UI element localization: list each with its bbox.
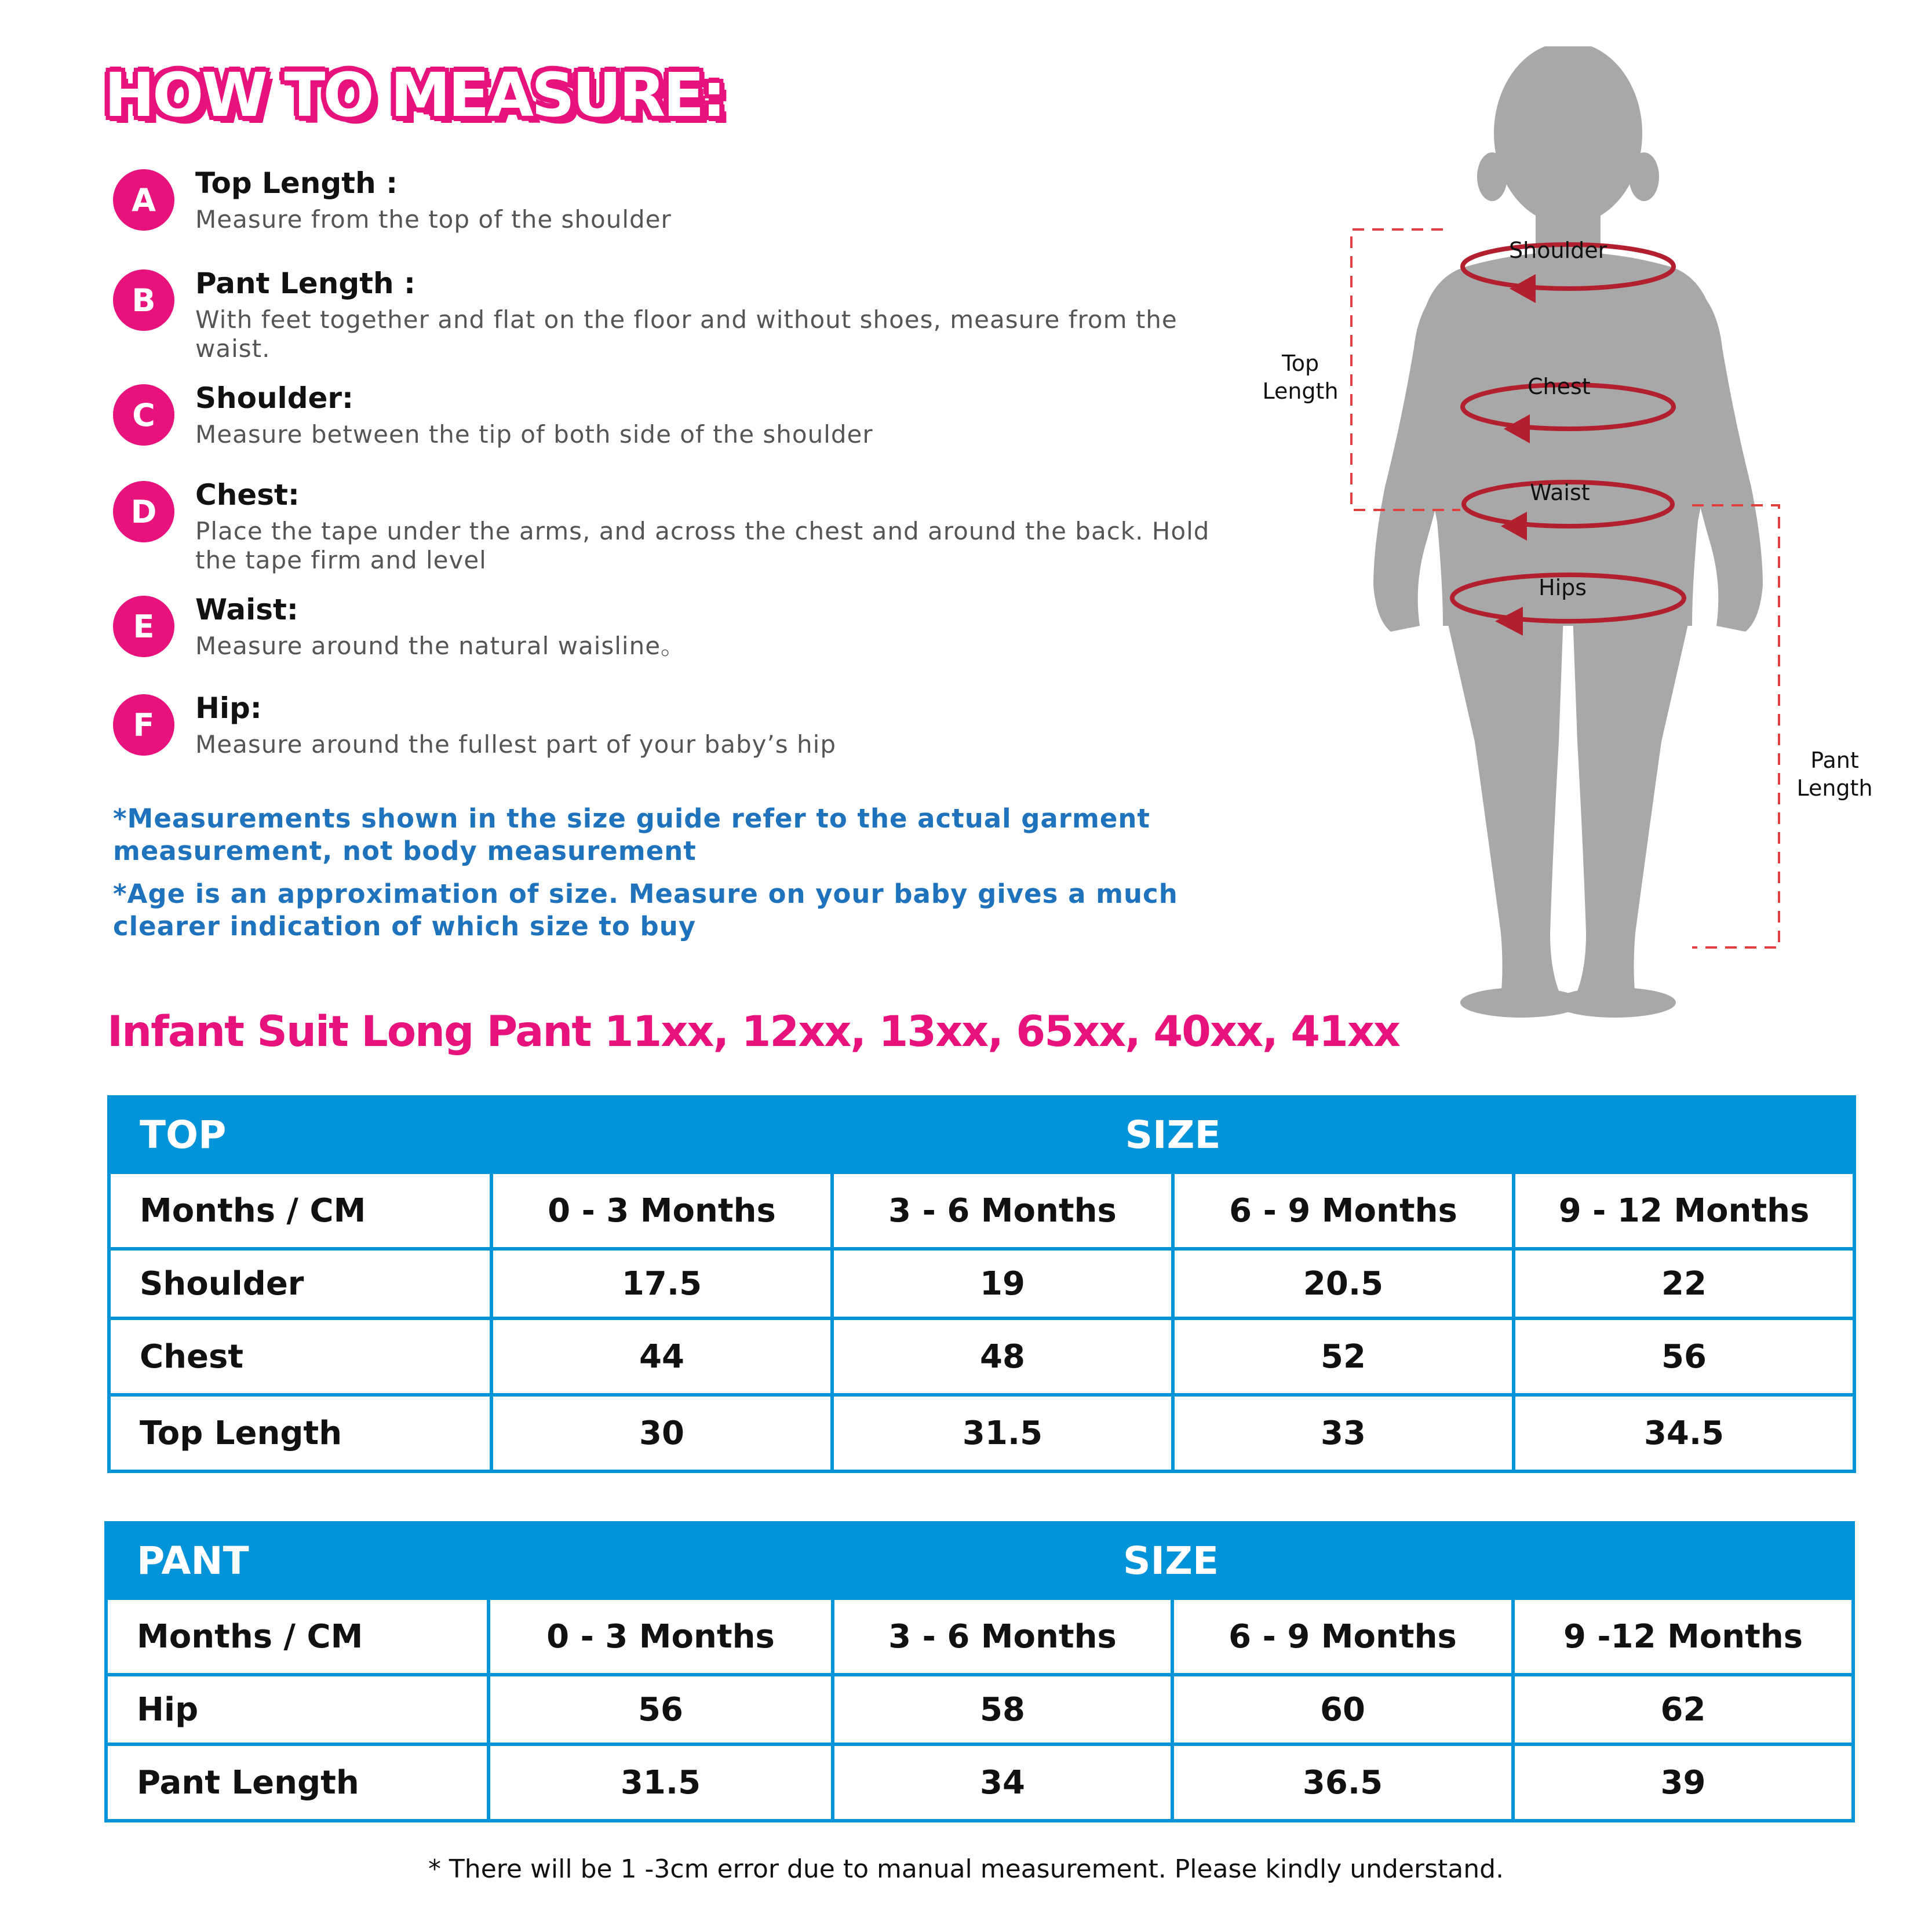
step-badge: C [113,384,174,446]
corner-label: Months / CM [106,1598,489,1675]
step-description: Measure between the tip of both side of the shoulder [195,420,873,449]
row-label: Chest [109,1318,491,1395]
top-size-table [107,1095,1856,1473]
row-label: Shoulder [109,1249,491,1318]
label-top-length-line2: Length [1262,378,1339,404]
table-cell: 36.5 [1172,1744,1513,1821]
pant-size-table [104,1521,1855,1822]
table-cell: 39 [1513,1744,1853,1821]
corner-label: Months / CM [109,1172,491,1249]
step-description: With feet together and flat on the floor and without shoes, measure from the waist. [195,305,1178,363]
step-title: Pant Length : [195,267,416,300]
step-title: Shoulder: [195,381,354,415]
step-description: Measure around the natural waisline。 [195,632,686,660]
step-badge: D [113,481,174,542]
table-row [109,1318,1854,1395]
step-description: Measure around the fullest part of your baby’s hip [195,730,836,759]
table-cell: 20.5 [1173,1249,1514,1318]
table-cell: 62 [1513,1675,1853,1744]
table-cell: 19 [832,1249,1173,1318]
footer-disclaimer: * There will be 1 -3cm error due to manual measurement. Please kindly understand. [428,1854,1504,1884]
size-label: SIZE [491,1097,1854,1172]
section-label: PANT [106,1523,489,1598]
table-cell: 52 [1173,1318,1514,1395]
table-cell: 48 [832,1318,1173,1395]
step-badge: B [113,269,174,331]
step-title: Hip: [195,691,262,725]
column-header: 9 - 12 Months [1514,1172,1854,1249]
table-cell: 22 [1514,1249,1854,1318]
table-row [106,1598,1853,1675]
column-header: 3 - 6 Months [832,1172,1173,1249]
column-header: 6 - 9 Months [1172,1598,1513,1675]
size-label: SIZE [489,1523,1853,1598]
step-title: Waist: [195,593,298,626]
section-label: TOP [109,1097,491,1172]
table-cell: 33 [1173,1395,1514,1471]
how-to-measure-title: HOW TO MEASURE: [104,60,724,130]
table-row [109,1172,1854,1249]
table-cell: 56 [489,1675,833,1744]
table-cell: 56 [1514,1318,1854,1395]
table-cell: 30 [491,1395,832,1471]
table-row [109,1249,1854,1318]
step-description: Measure from the top of the shoulder [195,205,672,234]
table-cell: 60 [1172,1675,1513,1744]
table-header-row [106,1523,1853,1598]
label-pant-length-line2: Length [1796,775,1873,801]
table-row [106,1675,1853,1744]
column-header: 9 -12 Months [1513,1598,1853,1675]
table-cell: 34 [833,1744,1172,1821]
table-cell: 31.5 [832,1395,1173,1471]
column-header: 6 - 9 Months [1173,1172,1514,1249]
label-waist: Waist [1530,480,1590,505]
table-header-row [109,1097,1854,1172]
label-top-length-line1: Top [1281,351,1319,376]
step-title: Chest: [195,478,300,512]
label-chest: Chest [1528,374,1591,399]
label-hips: Hips [1539,575,1587,600]
table-cell: 17.5 [491,1249,832,1318]
table-row [109,1395,1854,1471]
column-header: 0 - 3 Months [491,1172,832,1249]
column-header: 0 - 3 Months [489,1598,833,1675]
table-cell: 31.5 [489,1744,833,1821]
product-title: Infant Suit Long Pant 11xx, 12xx, 13xx, 65xx, 40xx, 41xx [107,1007,1399,1056]
child-measurement-figure [1246,46,1912,1020]
label-shoulder: Shoulder [1509,238,1607,263]
label-top-length [1260,349,1341,405]
label-pant-length [1794,746,1875,802]
step-title: Top Length : [195,166,398,200]
table-cell: 44 [491,1318,832,1395]
table-row [106,1744,1853,1821]
column-header: 3 - 6 Months [833,1598,1172,1675]
step-badge: F [113,694,174,756]
step-badge: E [113,596,174,657]
step-badge: A [113,169,174,231]
table-cell: 58 [833,1675,1172,1744]
table-cell: 34.5 [1514,1395,1854,1471]
row-label: Pant Length [106,1744,489,1821]
note-age-approximation: *Age is an approximation of size. Measure on your baby gives a much clearer indication of which size to buy [113,878,1178,942]
child-silhouette [1373,46,1763,1018]
step-description: Place the tape under the arms, and across the chest and around the back. Hold the tape firm and level [195,517,1210,574]
row-label: Top Length [109,1395,491,1471]
row-label: Hip [106,1675,489,1744]
label-pant-length-line1: Pant [1810,748,1859,773]
note-garment-measurement: *Measurements shown in the size guide refer to the actual garment measurement, not body measurement [113,803,1150,866]
